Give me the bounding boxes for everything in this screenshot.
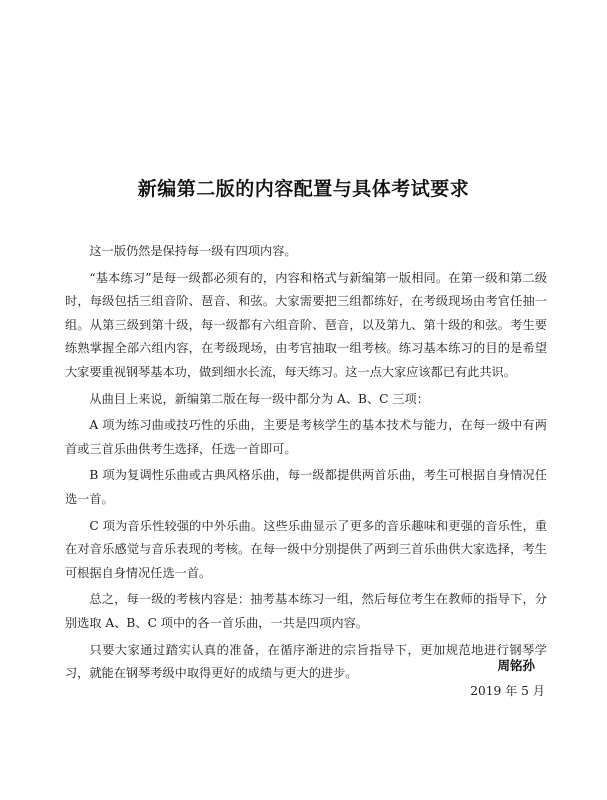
author-name: 周铭孙 <box>497 658 535 673</box>
signature-date: 2019 年 5 月 <box>470 684 545 698</box>
page-title: 新编第二版的内容配置与具体考试要求 <box>137 178 470 200</box>
paragraph: 这一版仍然是保持每一级有四项内容。 <box>89 244 297 258</box>
paragraph: 只要大家通过踏实认真的准备，在循序渐进的宗旨指导下，更加规范地进行钢琴学习，就能在钢琴考级中取得更好的成绩与更大的进步。 <box>65 642 547 681</box>
paragraph: “基本练习”是每一级都必须有的，内容和格式与新编第一版相同。在第一级和第二级时，每级包括三组音阶、琶音、和弦。大家需要把三组都练好，在考级现场由考官任抽一组。从第三级到第十级，每一级都有六组音阶、琶音，以及第九、第十级的和弦。考生要练熟掌握全部六组内容，在考级现场，由考官抽取一组考核。练习基本练习的目的是希望大家要重视钢琴基本功，做到细水长流，每天练习。这一点大家应该都已有此共识。 <box>65 270 547 379</box>
document-body <box>65 240 547 689</box>
paragraph: C 项为音乐性较强的中外乐曲。这些乐曲显示了更多的音乐趣味和更强的音乐性，重在对音乐感觉与音乐表现的考核。在每一级中分别提供了两到三首乐曲供大家选择，考生可根据自身情况任选一首。 <box>65 518 547 580</box>
paragraph: B 项为复调性乐曲或古典风格乐曲，每一级都提供两首乐曲，考生可根据自身情况任选一首。 <box>65 468 547 506</box>
paragraph: A 项为练习曲或技巧性的乐曲，主要是考核学生的基本技术与能力，在每一级中有两首或三首乐曲供考生选择，任选一首即可。 <box>65 418 547 456</box>
paragraph: 总之，每一级的考核内容是：抽考基本练习一组，然后每位考生在教师的指导下，分别选取 A、B、C 项中的各一首乐曲，一共是四项内容。 <box>65 592 547 630</box>
paragraph: 从曲目上来说，新编第二版在每一级中都分为 A、B、C 三项： <box>89 391 429 406</box>
signature-block <box>470 656 545 701</box>
